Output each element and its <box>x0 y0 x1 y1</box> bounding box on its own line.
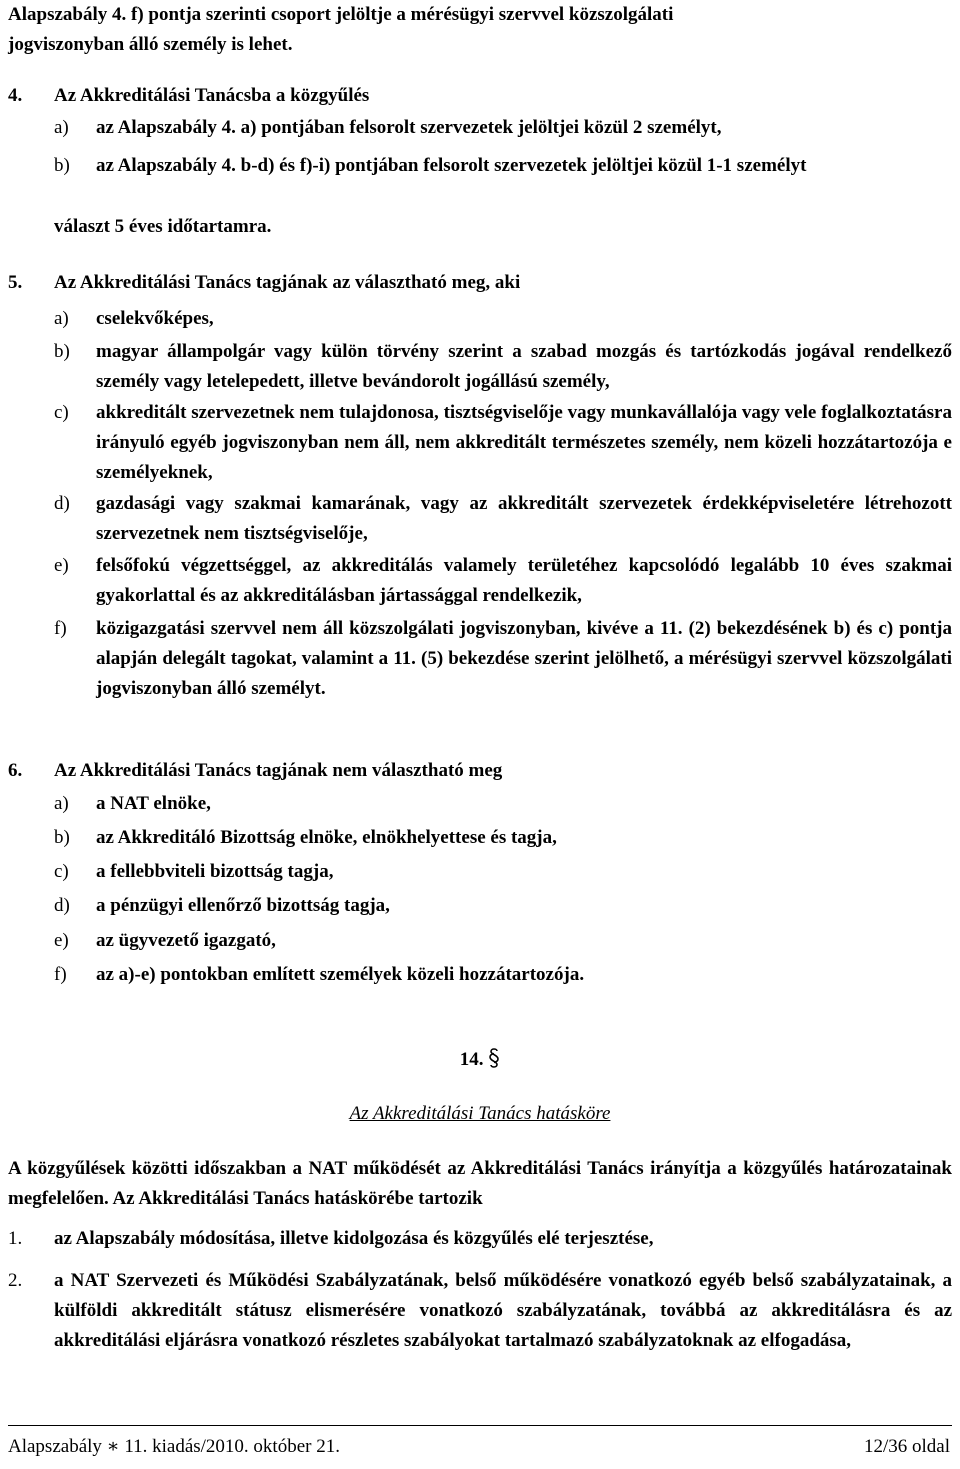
item-text: a fellebbviteli bizottság tagja, <box>96 861 334 882</box>
item-label: b) <box>54 155 70 176</box>
item-text: a NAT elnöke, <box>96 793 211 814</box>
item-text: az Alapszabály 4. a) pontjában felsorolt szervezetek jelöltjei közül 2 személyt, <box>96 117 722 138</box>
item-label: d) <box>54 493 70 514</box>
item-text: cselekvőképes, <box>96 308 214 329</box>
footer-left: Alapszabály ∗ 11. kiadás/2010. október 21. <box>8 1436 340 1457</box>
section-4-number: 4. <box>8 85 23 106</box>
item-text: közigazgatási szervvel nem áll közszolgálati jogviszonyban, kivéve a 11. (2) bekezdésének b) és c) pontja alapján delegált tagokat, valamint a 11. (5) bekezdése szerint jelölhető, a mérésügyi szervvel közszolgálati jogviszonyban álló személyt. <box>96 618 952 699</box>
paragraph-number-text: 14. <box>459 1049 489 1070</box>
item-text: az a)-e) pontokban említett személyek közeli hozzátartozója. <box>96 964 585 985</box>
item-text: az Alapszabály módosítása, illetve kidolgozása és közgyűlés elé terjesztése, <box>54 1228 654 1249</box>
item-label: e) <box>54 555 69 576</box>
paragraph-intro: A közgyűlések közötti időszakban a NAT működését az Akkreditálási Tanács irányítja a közgyűlés határozatainak megfelelően. Az Akkreditálási Tanács hatáskörébe tartozik <box>8 1158 952 1209</box>
item-label: b) <box>54 341 70 362</box>
item-label: f) <box>54 964 67 985</box>
item-label: e) <box>54 930 69 951</box>
section-4-heading <box>8 81 952 111</box>
section-5-heading <box>8 268 952 298</box>
intro-line-2 <box>8 30 952 60</box>
footer-page-number: 12/36 oldal <box>863 1436 950 1457</box>
item-label: b) <box>54 827 70 848</box>
item-label: f) <box>54 618 67 639</box>
footer-divider <box>8 1425 952 1426</box>
item-text: felsőfokú végzettséggel, az akkreditálás valamely területéhez kapcsolódó legalább 10 éves szakmai gyakorlattal és az akkreditálásban jártassággal rendelkezik, <box>96 555 952 606</box>
item-text: a pénzügyi ellenőrző bizottság tagja, <box>96 895 390 916</box>
item-text: az ügyvezető igazgató, <box>96 930 276 951</box>
intro-text-2: jogviszonyban álló személy is lehet. <box>8 34 293 55</box>
item-label: c) <box>54 861 69 882</box>
item-text: gazdasági vagy szakmai kamarának, vagy az akkreditált szervezetek érdekképviseletére létrehozott szervezetnek nem tisztségviselője, <box>96 493 952 544</box>
section-4-tail-text: választ 5 éves időtartamra. <box>54 216 272 237</box>
item-text: akkreditált szervezetnek nem tulajdonosa, tisztségviselője vagy munkavállalója vagy vele foglalkoztatásra irányuló egyéb jogviszonyban nem áll, nem akkreditált természetes személy, nem közeli hozzátartozója e személyeknek, <box>96 402 952 483</box>
section-6-heading <box>8 756 952 786</box>
item-label: 1. <box>8 1228 23 1249</box>
section-4-lead: Az Akkreditálási Tanácsba a közgyűlés <box>54 85 370 106</box>
item-text: az Alapszabály 4. b-d) és f)-i) pontjában felsorolt szervezetek jelöltjei közül 1-1 személyt <box>96 155 807 176</box>
item-label: a) <box>54 793 69 814</box>
item-label: c) <box>54 402 69 423</box>
section-5-lead: Az Akkreditálási Tanács tagjának az választható meg, aki <box>54 272 521 293</box>
item-label: a) <box>54 308 69 329</box>
item-text: a NAT Szervezeti és Működési Szabályzatának, belső működésére vonatkozó egyéb belső szabályzatainak, a külföldi akkreditált státusz elismerésére vonatkozó szabályzatának, továbbá az akkreditálásra és az akkreditálási eljárásra vonatkozó részletes szabályokat tartalmazó szabályzatoknak az elfogadása, <box>54 1270 952 1351</box>
item-label: 2. <box>8 1270 23 1291</box>
item-text: az Akkreditáló Bizottság elnöke, elnökhelyettese és tagja, <box>96 827 557 848</box>
section-6-number: 6. <box>8 760 23 781</box>
intro-line-1 <box>8 0 952 30</box>
item-label: d) <box>54 895 70 916</box>
section-sign-icon <box>488 1047 500 1069</box>
intro-text-1: Alapszabály 4. f) pontja szerinti csoport jelöltje a mérésügyi szervvel közszolgálati <box>8 4 674 25</box>
section-6-lead: Az Akkreditálási Tanács tagjának nem választható meg <box>54 760 503 781</box>
paragraph-title: Az Akkreditálási Tanács hatásköre <box>349 1103 611 1124</box>
paragraph-number <box>0 1045 960 1075</box>
section-5-number: 5. <box>8 272 23 293</box>
item-text: magyar állampolgár vagy külön törvény szerint a szabad mozgás és tartózkodás jogával rendelkező személy vagy letelepedett, illetve bevándorolt jogállású személy, <box>96 341 952 392</box>
item-label: a) <box>54 117 69 138</box>
section-4-tail <box>54 212 952 242</box>
